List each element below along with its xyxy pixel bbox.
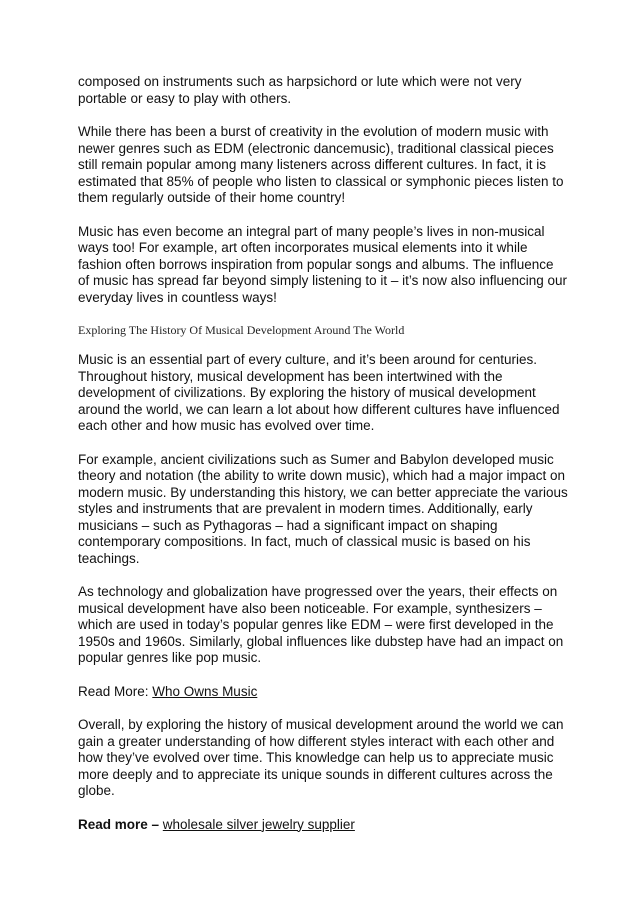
section-heading: Exploring The History Of Musical Development Around The World bbox=[78, 323, 405, 337]
paragraph-music-culture: Music is an essential part of every culture, and it’s been around for centuries. Throughout history, musical development has been intertwined with the development of civilizations. By exploring the history of musical development around the world, we can learn a lot about how different cultures have influenced each other and how music has evolved over time. bbox=[78, 352, 560, 433]
read-more-bold-prefix: Read more – bbox=[78, 816, 163, 832]
paragraph-instruments: composed on instruments such as harpsichord or lute which were not very portable or easy to play with others. bbox=[78, 74, 522, 106]
paragraph-music-influence: Music has even become an integral part of many people’s lives in non-musical ways too! For example, art often incorporates musical elements into it while fashion often borrows inspiration from popular songs and albums. The influence of music has spread far beyond simply listening to it – it’s now also influencing our everyday lives in countless ways! bbox=[78, 223, 568, 305]
document-page bbox=[78, 74, 568, 850]
paragraph-overall: Overall, by exploring the history of musical development around the world we can gain a greater understanding of how different styles interact with each other and how they’ve evolved over time. This knowledge can help us to appreciate music more deeply and to appreciate its unique sounds in different cultures across the globe. bbox=[78, 717, 564, 798]
read-more-who-owns-music bbox=[78, 684, 568, 701]
read-more-prefix: Read More: bbox=[78, 683, 153, 699]
paragraph-classical-popularity: While there has been a burst of creativity in the evolution of modern music with newer genres such as EDM (electronic dancemusic), traditional classical pieces still remain popular among many listeners across different cultures. In fact, it is estimated that 85% of people who listen to classical or symphonic pieces listen to them regularly outside of their home country! bbox=[78, 124, 564, 205]
wholesale-silver-jewelry-link[interactable]: wholesale silver jewelry supplier bbox=[162, 816, 355, 832]
read-more-silver-jewelry bbox=[78, 817, 568, 834]
paragraph-technology-globalization: As technology and globalization have progressed over the years, their effects on musical development have also been noticeable. For example, synthesizers – which are used in today’s popular genres like EDM – were first developed in the 1950s and 1960s. Similarly, global influences like dubstep have had an impact on popular genres like pop music. bbox=[78, 584, 564, 665]
who-owns-music-link[interactable]: Who Owns Music bbox=[152, 683, 258, 699]
paragraph-ancient-civilizations: For example, ancient civilizations such as Sumer and Babylon developed music theory and notation (the ability to write down music), which had a major impact on modern music. By understanding this history, we can better appreciate the various styles and instruments that are prevalent in modern times. Additionally, early musicians – such as Pythagoras – had a significant impact on shaping contemporary compositions. In fact, much of classical music is based on his teachings. bbox=[78, 451, 568, 566]
